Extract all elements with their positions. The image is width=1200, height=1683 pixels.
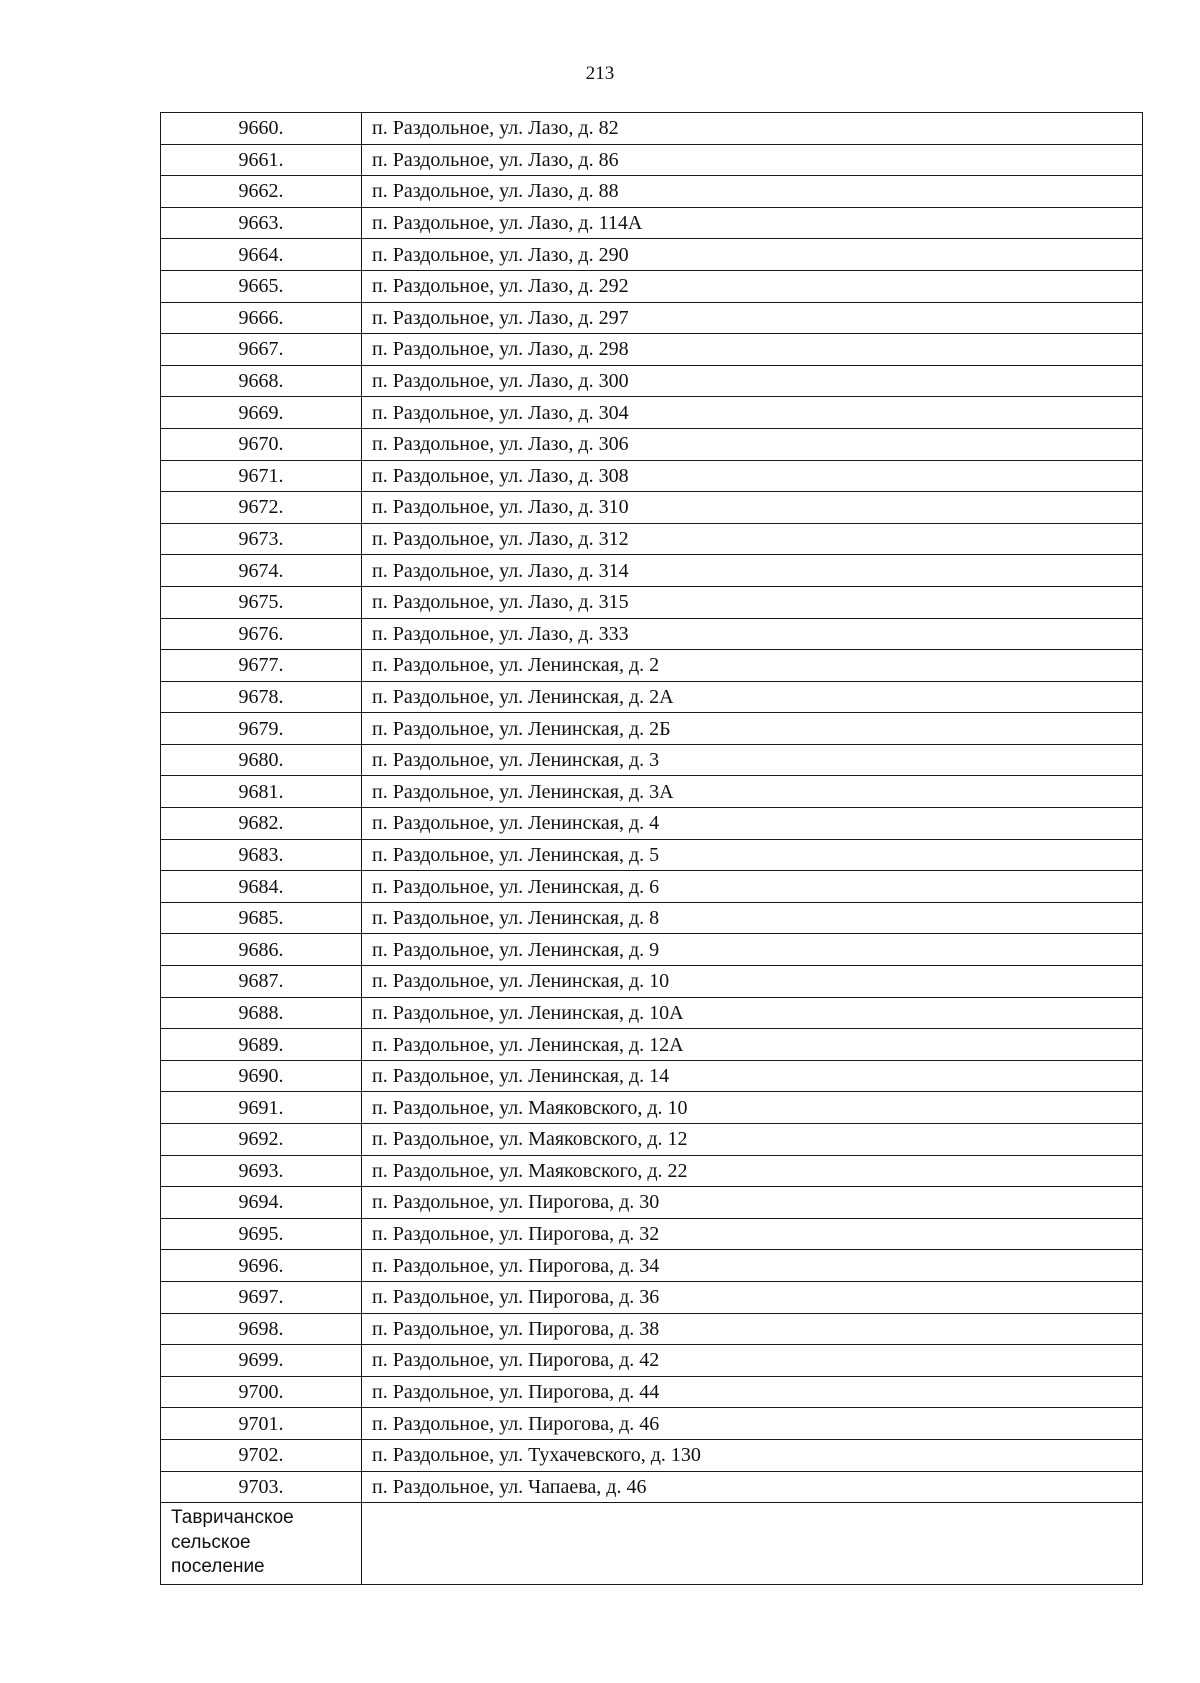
table-row [161, 776, 1143, 808]
row-address: п. Раздольное, ул. Пирогова, д. 30 [362, 1187, 1143, 1219]
row-address: п. Раздольное, ул. Ленинская, д. 2А [362, 681, 1143, 713]
table-row [161, 1471, 1143, 1503]
table-row [161, 1345, 1143, 1377]
row-address: п. Раздольное, ул. Лазо, д. 298 [362, 334, 1143, 366]
row-number: 9676. [161, 618, 362, 650]
row-address: п. Раздольное, ул. Лазо, д. 290 [362, 239, 1143, 271]
row-number: 9665. [161, 270, 362, 302]
row-address: п. Раздольное, ул. Ленинская, д. 2Б [362, 713, 1143, 745]
row-address: п. Раздольное, ул. Лазо, д. 297 [362, 302, 1143, 334]
row-number: 9668. [161, 365, 362, 397]
table-row [161, 1060, 1143, 1092]
table-row [161, 302, 1143, 334]
table-row [161, 808, 1143, 840]
row-number: 9662. [161, 176, 362, 208]
row-address: п. Раздольное, ул. Лазо, д. 333 [362, 618, 1143, 650]
row-address: п. Раздольное, ул. Маяковского, д. 22 [362, 1155, 1143, 1187]
table-row [161, 871, 1143, 903]
section-row [161, 1503, 1143, 1585]
row-address: п. Раздольное, ул. Ленинская, д. 3 [362, 744, 1143, 776]
table-row [161, 428, 1143, 460]
row-number: 9666. [161, 302, 362, 334]
row-number: 9686. [161, 934, 362, 966]
row-address: п. Раздольное, ул. Ленинская, д. 3А [362, 776, 1143, 808]
row-address: п. Раздольное, ул. Ленинская, д. 2 [362, 650, 1143, 682]
table-row [161, 1218, 1143, 1250]
row-address: п. Раздольное, ул. Лазо, д. 292 [362, 270, 1143, 302]
table-body [161, 113, 1143, 1585]
table-row [161, 555, 1143, 587]
row-number: 9693. [161, 1155, 362, 1187]
row-address: п. Раздольное, ул. Чапаева, д. 46 [362, 1471, 1143, 1503]
row-address: п. Раздольное, ул. Лазо, д. 304 [362, 397, 1143, 429]
table-row [161, 586, 1143, 618]
row-number: 9669. [161, 397, 362, 429]
row-address: п. Раздольное, ул. Лазо, д. 82 [362, 113, 1143, 145]
table-row [161, 681, 1143, 713]
table-row [161, 1313, 1143, 1345]
row-address: п. Раздольное, ул. Лазо, д. 88 [362, 176, 1143, 208]
row-number: 9671. [161, 460, 362, 492]
row-number: 9699. [161, 1345, 362, 1377]
table-row [161, 839, 1143, 871]
table-row [161, 1029, 1143, 1061]
row-address: п. Раздольное, ул. Пирогова, д. 42 [362, 1345, 1143, 1377]
row-address: п. Раздольное, ул. Пирогова, д. 32 [362, 1218, 1143, 1250]
table-row [161, 523, 1143, 555]
table-row [161, 1281, 1143, 1313]
table-row [161, 997, 1143, 1029]
row-number: 9660. [161, 113, 362, 145]
row-address: п. Раздольное, ул. Лазо, д. 310 [362, 492, 1143, 524]
row-address: п. Раздольное, ул. Маяковского, д. 10 [362, 1092, 1143, 1124]
row-address: п. Раздольное, ул. Лазо, д. 314 [362, 555, 1143, 587]
row-number: 9688. [161, 997, 362, 1029]
row-number: 9697. [161, 1281, 362, 1313]
row-number: 9685. [161, 902, 362, 934]
row-number: 9667. [161, 334, 362, 366]
table-row [161, 1155, 1143, 1187]
row-address: п. Раздольное, ул. Лазо, д. 86 [362, 144, 1143, 176]
row-number: 9682. [161, 808, 362, 840]
row-number: 9700. [161, 1376, 362, 1408]
row-number: 9664. [161, 239, 362, 271]
row-number: 9677. [161, 650, 362, 682]
table-row [161, 176, 1143, 208]
table-row [161, 902, 1143, 934]
section-label [161, 1503, 362, 1585]
table-row [161, 1376, 1143, 1408]
row-address: п. Раздольное, ул. Ленинская, д. 10А [362, 997, 1143, 1029]
row-address: п. Раздольное, ул. Ленинская, д. 9 [362, 934, 1143, 966]
table-row [161, 239, 1143, 271]
table-row [161, 1439, 1143, 1471]
row-number: 9674. [161, 555, 362, 587]
table-row [161, 1187, 1143, 1219]
row-number: 9695. [161, 1218, 362, 1250]
row-address: п. Раздольное, ул. Ленинская, д. 14 [362, 1060, 1143, 1092]
row-address: п. Раздольное, ул. Лазо, д. 315 [362, 586, 1143, 618]
row-address: п. Раздольное, ул. Ленинская, д. 6 [362, 871, 1143, 903]
table-row [161, 1092, 1143, 1124]
table-row [161, 207, 1143, 239]
row-address: п. Раздольное, ул. Пирогова, д. 36 [362, 1281, 1143, 1313]
table-row [161, 460, 1143, 492]
table-row [161, 744, 1143, 776]
row-address: п. Раздольное, ул. Тухачевского, д. 130 [362, 1439, 1143, 1471]
row-number: 9679. [161, 713, 362, 745]
table-row [161, 713, 1143, 745]
table-row [161, 492, 1143, 524]
table-row [161, 1250, 1143, 1282]
table-row [161, 934, 1143, 966]
section-value [362, 1503, 1143, 1585]
row-address: п. Раздольное, ул. Лазо, д. 308 [362, 460, 1143, 492]
row-number: 9691. [161, 1092, 362, 1124]
row-address: п. Раздольное, ул. Лазо, д. 312 [362, 523, 1143, 555]
table-row [161, 113, 1143, 145]
row-number: 9673. [161, 523, 362, 555]
row-address: п. Раздольное, ул. Ленинская, д. 5 [362, 839, 1143, 871]
row-number: 9689. [161, 1029, 362, 1061]
row-number: 9701. [161, 1408, 362, 1440]
row-address: п. Раздольное, ул. Пирогова, д. 38 [362, 1313, 1143, 1345]
table-row [161, 1408, 1143, 1440]
page-number: 213 [585, 63, 615, 84]
row-address: п. Раздольное, ул. Пирогова, д. 46 [362, 1408, 1143, 1440]
row-address: п. Раздольное, ул. Ленинская, д. 10 [362, 966, 1143, 998]
row-address: п. Раздольное, ул. Ленинская, д. 12А [362, 1029, 1143, 1061]
row-number: 9672. [161, 492, 362, 524]
row-number: 9702. [161, 1439, 362, 1471]
row-address: п. Раздольное, ул. Маяковского, д. 12 [362, 1124, 1143, 1156]
row-address: п. Раздольное, ул. Пирогова, д. 44 [362, 1376, 1143, 1408]
table-row [161, 365, 1143, 397]
table-row [161, 144, 1143, 176]
section-label-line: Тавричанское [171, 1507, 294, 1529]
row-address: п. Раздольное, ул. Ленинская, д. 8 [362, 902, 1143, 934]
table-row [161, 397, 1143, 429]
row-number: 9692. [161, 1124, 362, 1156]
row-number: 9680. [161, 744, 362, 776]
address-table [160, 112, 1143, 1585]
table-row [161, 650, 1143, 682]
row-address: п. Раздольное, ул. Лазо, д. 306 [362, 428, 1143, 460]
table-row [161, 334, 1143, 366]
table-row [161, 1124, 1143, 1156]
row-number: 9690. [161, 1060, 362, 1092]
row-number: 9678. [161, 681, 362, 713]
row-number: 9663. [161, 207, 362, 239]
row-number: 9661. [161, 144, 362, 176]
section-label-line: сельское [171, 1531, 251, 1553]
row-number: 9696. [161, 1250, 362, 1282]
row-address: п. Раздольное, ул. Лазо, д. 300 [362, 365, 1143, 397]
row-address: п. Раздольное, ул. Ленинская, д. 4 [362, 808, 1143, 840]
row-number: 9683. [161, 839, 362, 871]
row-number: 9681. [161, 776, 362, 808]
table-row [161, 618, 1143, 650]
row-address: п. Раздольное, ул. Пирогова, д. 34 [362, 1250, 1143, 1282]
row-number: 9675. [161, 586, 362, 618]
row-number: 9684. [161, 871, 362, 903]
row-number: 9670. [161, 428, 362, 460]
row-number: 9703. [161, 1471, 362, 1503]
row-number: 9687. [161, 966, 362, 998]
section-label-line: поселение [171, 1556, 265, 1578]
row-number: 9694. [161, 1187, 362, 1219]
row-number: 9698. [161, 1313, 362, 1345]
table-row [161, 966, 1143, 998]
row-address: п. Раздольное, ул. Лазо, д. 114А [362, 207, 1143, 239]
table-row [161, 270, 1143, 302]
